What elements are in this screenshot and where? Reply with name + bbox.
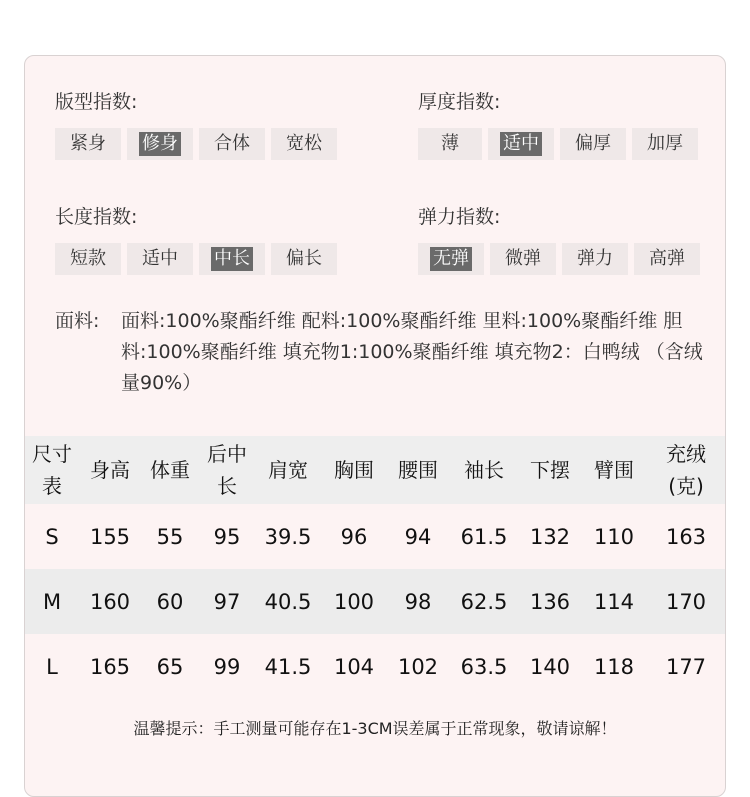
size-table-body <box>25 504 725 699</box>
elasticity-index-title: 弹力指数: <box>418 206 501 228</box>
column-header <box>387 436 449 504</box>
column-header-text: (克) <box>668 474 704 498</box>
fit-index-title: 版型指数: <box>55 91 138 113</box>
elasticity-option-label: 高弹 <box>649 248 685 269</box>
column-header-text: 臂围 <box>594 458 634 482</box>
fit-option <box>271 128 337 160</box>
column-header-text: 袖长 <box>464 458 504 482</box>
elasticity-index-options <box>418 243 700 275</box>
length-option-label: 中长 <box>211 247 253 271</box>
table-cell: 99 <box>213 654 241 679</box>
table-cell: 40.5 <box>264 589 312 614</box>
thickness-index-title: 厚度指数: <box>418 91 501 113</box>
length-index-group <box>55 204 337 275</box>
fit-option <box>55 128 121 160</box>
table-cell: 98 <box>404 589 432 614</box>
column-header-text: 后中 <box>207 442 247 466</box>
table-row <box>25 634 725 699</box>
table-row <box>25 504 725 569</box>
table-cell: 140 <box>529 654 571 679</box>
table-cell: 61.5 <box>460 524 508 549</box>
thickness-option-label: 薄 <box>441 133 459 154</box>
column-header-text: 体重 <box>150 458 190 482</box>
fabric-composition: 面料:100%聚酯纤维 配料:100%聚酯纤维 里料:100%聚酯纤维 胆料:100%聚酯纤维 填充物1:100%聚酯纤维 填充物2：白鸭绒 （含绒量90%） <box>121 310 703 394</box>
fit-index-group <box>55 89 337 160</box>
column-header <box>25 436 79 504</box>
column-header-text: 充绒 <box>666 442 706 466</box>
table-cell: 118 <box>593 654 635 679</box>
fit-option-label: 紧身 <box>70 133 106 154</box>
column-header <box>79 436 141 504</box>
column-header-text: 肩宽 <box>268 458 308 482</box>
size-table <box>25 436 725 699</box>
table-cell: 104 <box>333 654 375 679</box>
fit-option-selected <box>127 128 193 160</box>
measurement-tip: 温馨提示：手工测量可能存在1-3CM误差属于正常现象，敬请谅解！ <box>133 719 617 738</box>
elasticity-option-label: 弹力 <box>577 248 613 269</box>
length-option-label: 短款 <box>70 248 106 269</box>
table-cell: 155 <box>89 524 131 549</box>
table-cell: 41.5 <box>264 654 312 679</box>
column-header <box>141 436 199 504</box>
fit-option-label: 宽松 <box>286 133 322 154</box>
table-cell: 177 <box>665 654 707 679</box>
size-table-header <box>25 436 725 504</box>
table-cell: 114 <box>593 589 635 614</box>
table-cell: 95 <box>213 524 241 549</box>
length-option-label: 偏长 <box>286 248 322 269</box>
table-cell: 132 <box>529 524 571 549</box>
elasticity-option <box>490 243 556 275</box>
elasticity-option <box>634 243 700 275</box>
elasticity-option-label: 无弹 <box>430 247 472 271</box>
length-option <box>271 243 337 275</box>
elasticity-option <box>562 243 628 275</box>
table-cell: 94 <box>404 524 432 549</box>
table-cell: 165 <box>89 654 131 679</box>
column-header <box>519 436 581 504</box>
column-header-text: 胸围 <box>334 458 374 482</box>
table-row <box>25 569 725 634</box>
table-cell: 39.5 <box>264 524 312 549</box>
length-option <box>127 243 193 275</box>
table-cell: 163 <box>665 524 707 549</box>
table-cell: 65 <box>156 654 184 679</box>
fit-index-options <box>55 128 337 160</box>
table-cell: 96 <box>340 524 368 549</box>
table-cell: 100 <box>333 589 375 614</box>
table-cell: 62.5 <box>460 589 508 614</box>
length-option <box>55 243 121 275</box>
length-index-options <box>55 243 337 275</box>
table-cell: 102 <box>397 654 439 679</box>
table-cell: 63.5 <box>460 654 508 679</box>
thickness-option-selected <box>488 128 554 160</box>
column-header-text: 表 <box>42 474 62 498</box>
fit-option-label: 合体 <box>214 133 250 154</box>
thickness-option-label: 偏厚 <box>575 133 611 154</box>
column-header <box>647 436 725 504</box>
size-label-cell: S <box>45 524 59 549</box>
table-cell: 60 <box>156 589 184 614</box>
length-option-label: 适中 <box>142 248 178 269</box>
column-header <box>581 436 647 504</box>
table-cell: 136 <box>529 589 571 614</box>
column-header-text: 身高 <box>90 458 130 482</box>
size-label-cell: M <box>42 589 62 614</box>
elasticity-option-selected <box>418 243 484 275</box>
table-cell: 97 <box>213 589 241 614</box>
fabric-label: 面料: <box>55 310 100 332</box>
table-cell: 55 <box>156 524 184 549</box>
product-info-card <box>24 55 726 797</box>
column-header <box>255 436 321 504</box>
column-header-text: 腰围 <box>398 458 438 482</box>
thickness-index-group <box>418 89 698 160</box>
table-cell: 170 <box>665 589 707 614</box>
fit-option <box>199 128 265 160</box>
elasticity-option-label: 微弹 <box>505 248 541 269</box>
thickness-option <box>632 128 698 160</box>
fit-option-label: 修身 <box>139 132 181 156</box>
thickness-option-label: 适中 <box>500 132 542 156</box>
size-label-cell: L <box>46 654 58 679</box>
thickness-option <box>418 128 482 160</box>
elasticity-index-group <box>418 204 700 275</box>
column-header <box>321 436 387 504</box>
fabric-section <box>55 306 705 399</box>
thickness-option <box>560 128 626 160</box>
column-header-text: 长 <box>217 474 237 498</box>
column-header-text: 下摆 <box>530 458 570 482</box>
table-cell: 110 <box>593 524 635 549</box>
table-cell: 160 <box>89 589 131 614</box>
column-header <box>449 436 519 504</box>
column-header <box>199 436 255 504</box>
length-option-selected <box>199 243 265 275</box>
thickness-option-label: 加厚 <box>647 133 683 154</box>
thickness-index-options <box>418 128 698 160</box>
column-header-text: 尺寸 <box>32 442 72 466</box>
length-index-title: 长度指数: <box>55 206 138 228</box>
